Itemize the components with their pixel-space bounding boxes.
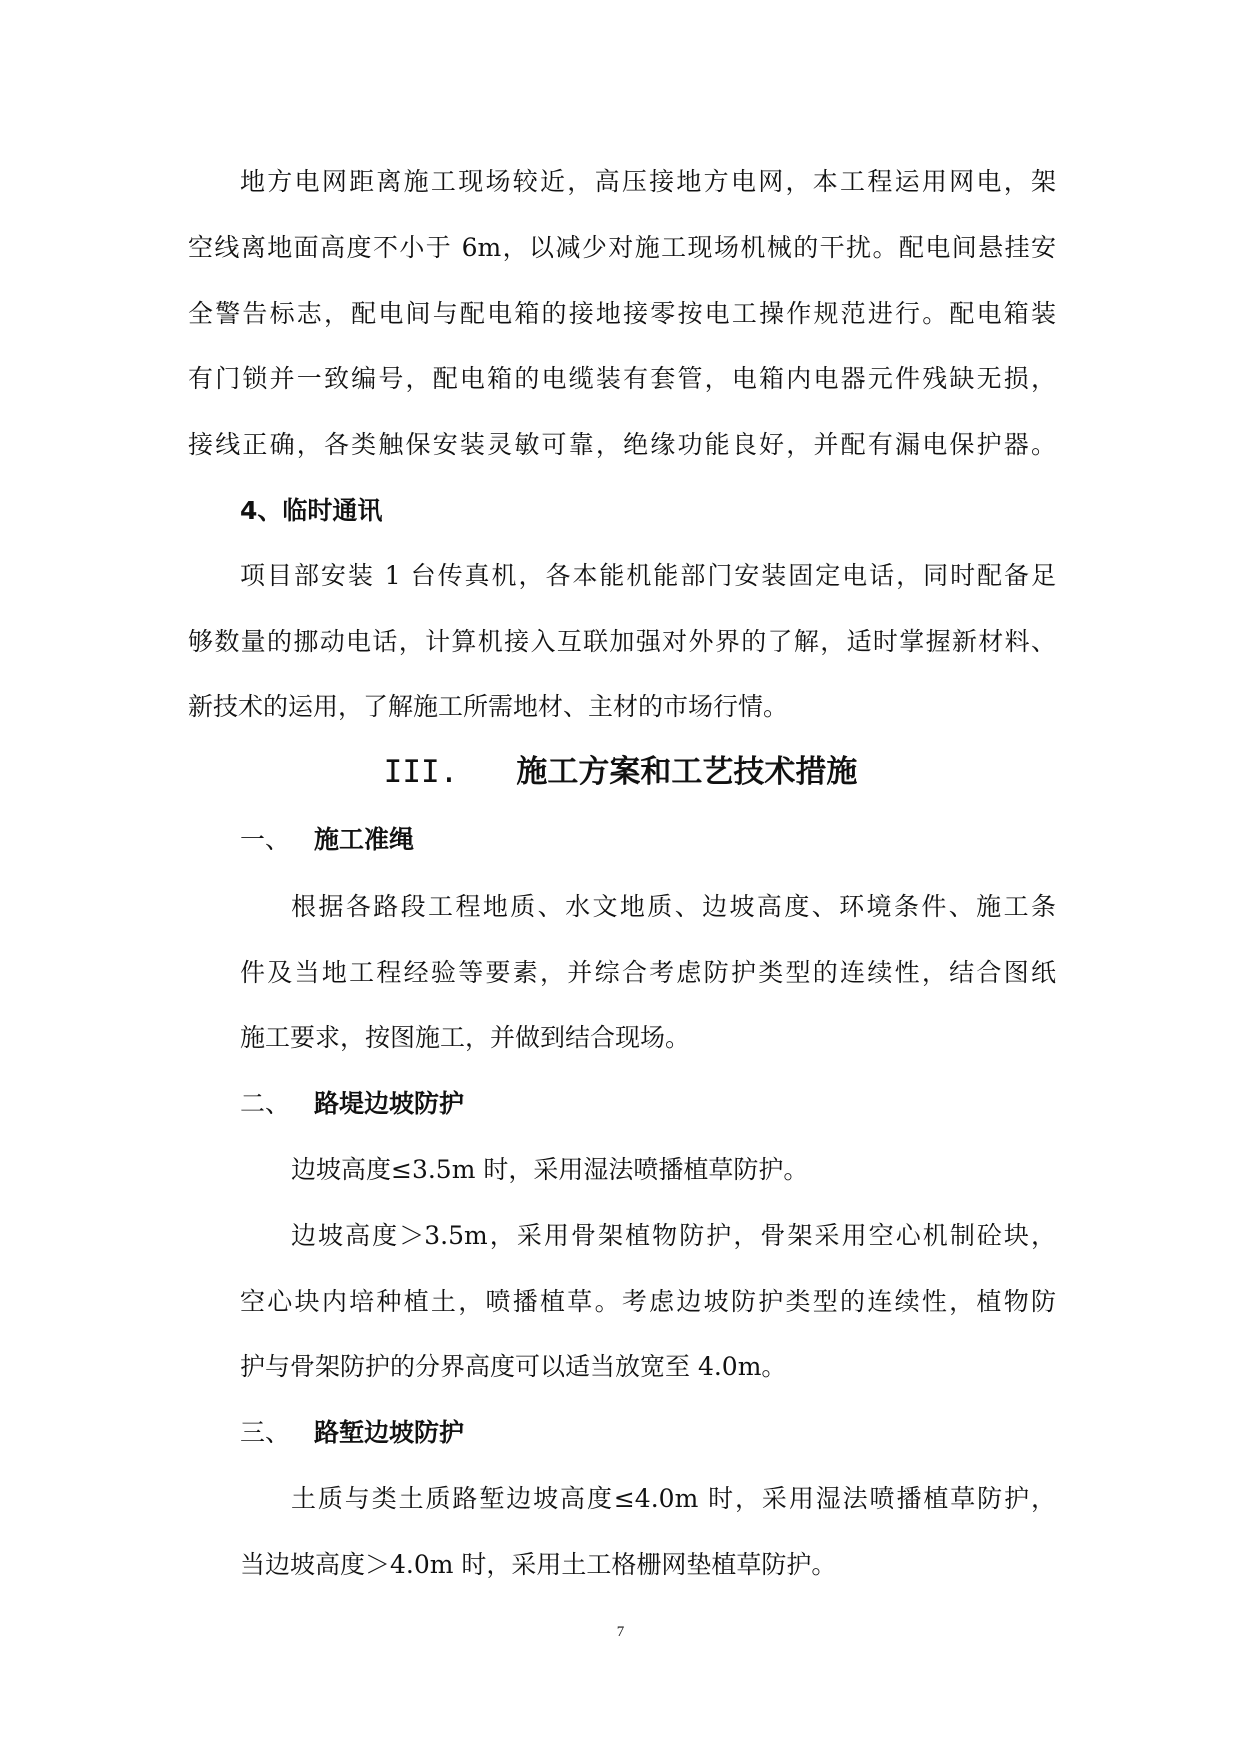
paragraph-line: 项目部安装 1 台传真机，各本能机能部门安装固定电话，同时配备足	[240, 561, 1056, 590]
paragraph-line: 够数量的挪动电话，计算机接入互联加强对外界的了解，适时掌握新材料、	[188, 627, 1056, 656]
subsection-heading-cutting	[240, 1416, 464, 1450]
paragraph-line: 边坡高度＞3.5m，采用骨架植物防护，骨架采用空心机制砼块，	[291, 1221, 1056, 1250]
paragraph-line: 护与骨架防护的分界高度可以适当放宽至 4.0m。	[240, 1352, 787, 1381]
paragraph-line: 边坡高度≤3.5m 时，采用湿法喷播植草防护。	[291, 1155, 809, 1184]
chapter-title: 施工方案和工艺技术措施	[516, 754, 858, 790]
subsection-title: 路堤边坡防护	[314, 1089, 465, 1118]
subsection-number: 二、	[240, 1089, 291, 1118]
subsection-title: 路堑边坡防护	[314, 1418, 465, 1447]
chapter-heading	[0, 752, 1241, 792]
paragraph-line: 土质与类土质路堑边坡高度≤4.0m 时，采用湿法喷播植草防护，	[291, 1484, 1056, 1513]
subsection-title: 施工准绳	[314, 825, 415, 854]
section-heading-communication: 4、临时通讯	[240, 496, 383, 525]
paragraph-line: 地方电网距离施工现场较近，高压接地方电网，本工程运用网电，架	[240, 167, 1056, 196]
subsection-number: 一、	[240, 825, 291, 854]
paragraph-line: 全警告标志，配电间与配电箱的接地接零按电工操作规范进行。配电箱装	[188, 299, 1056, 328]
paragraph-line: 空线离地面高度不小于 6m，以减少对施工现场机械的干扰。配电间悬挂安	[188, 233, 1056, 262]
paragraph-line: 空心块内培种植土，喷播植草。考虑边坡防护类型的连续性，植物防	[240, 1287, 1056, 1316]
paragraph-line: 有门锁并一致编号，配电箱的电缆装有套管，电箱内电器元件残缺无损，	[188, 364, 1056, 393]
paragraph-line: 根据各路段工程地质、水文地质、边坡高度、环境条件、施工条	[291, 892, 1056, 921]
paragraph-line: 施工要求，按图施工，并做到结合现场。	[240, 1023, 691, 1052]
paragraph-line: 新技术的运用，了解施工所需地材、主材的市场行情。	[188, 692, 789, 721]
paragraph-line: 接线正确，各类触保安装灵敏可靠，绝缘功能良好，并配有漏电保护器。	[188, 430, 1056, 459]
page-number: 7	[616, 1624, 625, 1640]
subsection-heading-principles	[240, 823, 414, 857]
chapter-number: III.	[383, 754, 459, 790]
paragraph-line: 当边坡高度＞4.0m 时，采用土工格栅网垫植草防护。	[240, 1550, 837, 1579]
paragraph-line: 件及当地工程经验等要素，并综合考虑防护类型的连续性，结合图纸	[240, 958, 1056, 987]
subsection-heading-embankment	[240, 1087, 464, 1121]
subsection-number: 三、	[240, 1418, 291, 1447]
